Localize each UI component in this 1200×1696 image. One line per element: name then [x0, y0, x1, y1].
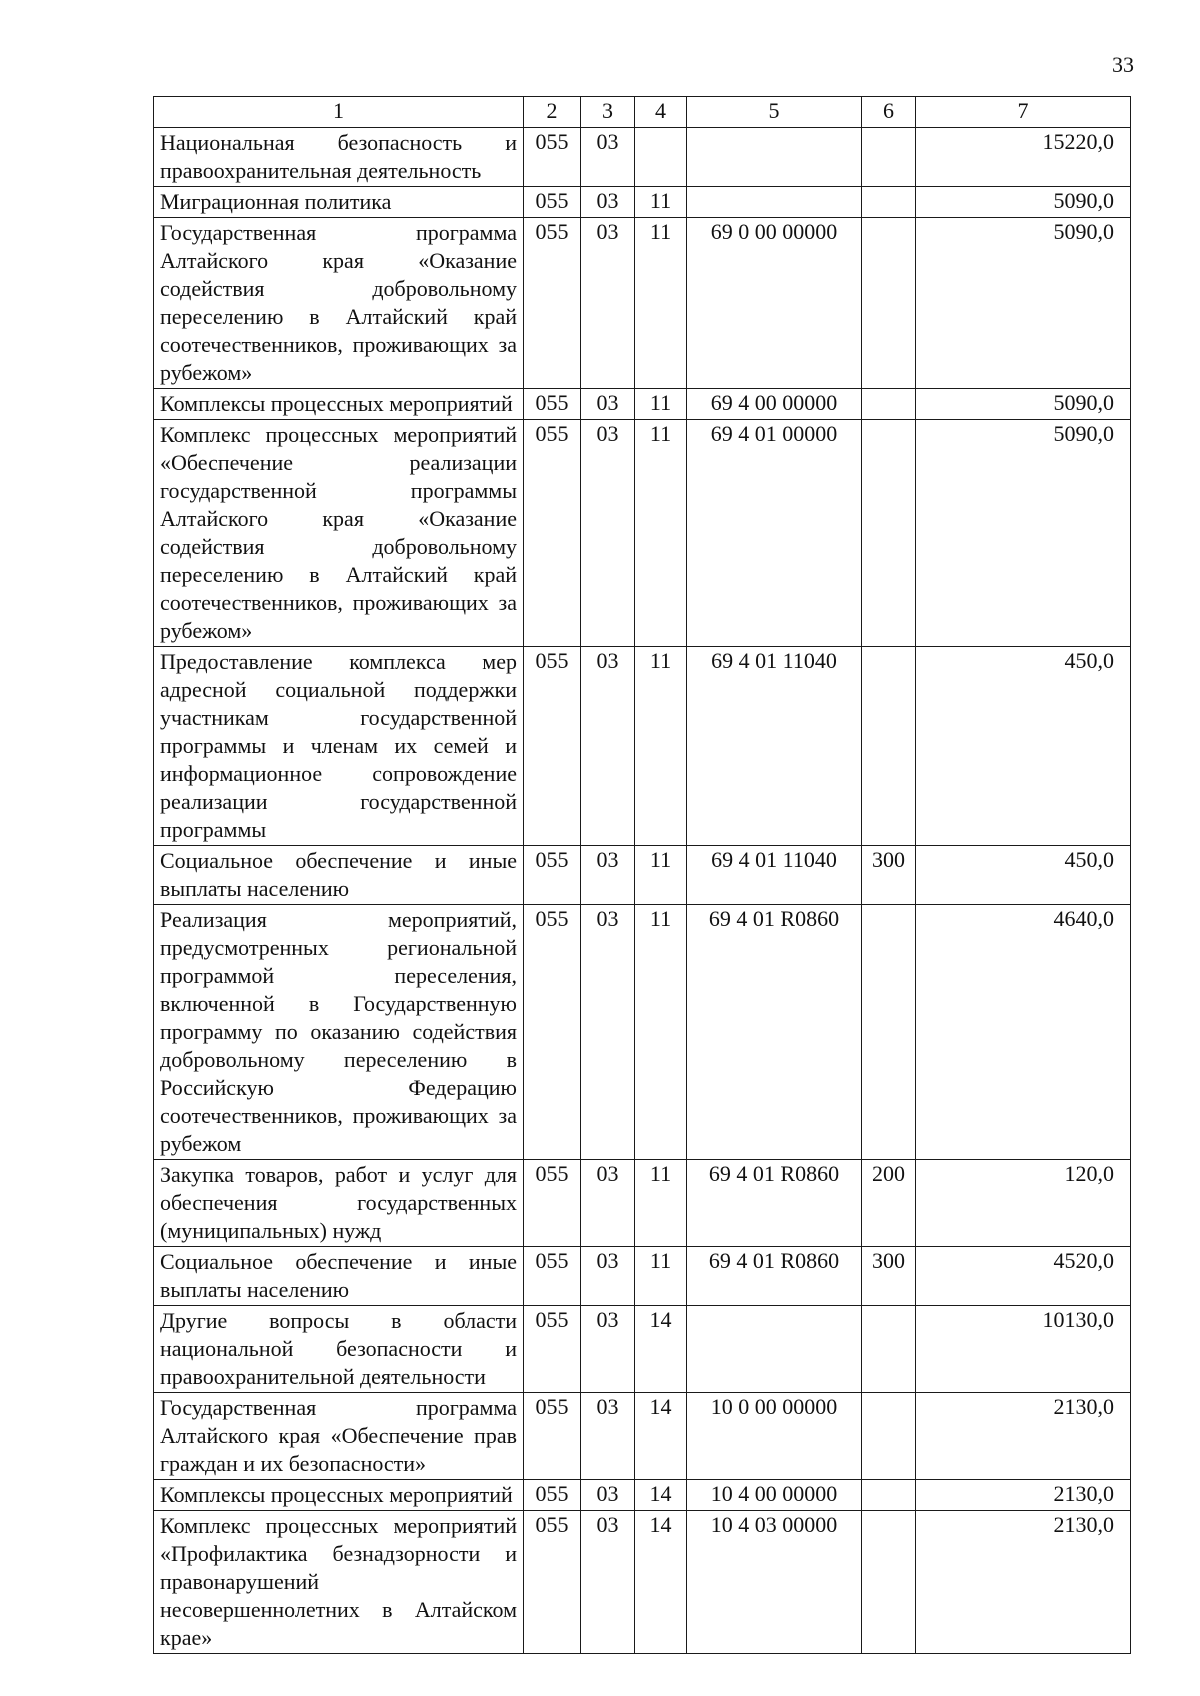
- row-name-cell: Комплекс процессных мероприятий «Профилактика безнадзорности и правонарушений несовершеннолетних в Алтайском крае»: [154, 1511, 524, 1654]
- row-expense-type-cell: [862, 1306, 916, 1393]
- row-subsection-cell: 14: [635, 1393, 687, 1480]
- row-amount-cell: 10130,0: [916, 1306, 1131, 1393]
- row-ministry-cell: 055: [524, 1480, 581, 1511]
- row-target-article-cell: [687, 1306, 862, 1393]
- header-cell: 2: [524, 97, 581, 128]
- row-section-cell: 03: [581, 1306, 635, 1393]
- row-subsection-cell: 14: [635, 1306, 687, 1393]
- row-ministry-cell: 055: [524, 1160, 581, 1247]
- row-subsection-cell: 11: [635, 1160, 687, 1247]
- row-expense-type-cell: [862, 905, 916, 1160]
- row-section-cell: 03: [581, 905, 635, 1160]
- row-target-article-cell: [687, 187, 862, 218]
- row-section-cell: 03: [581, 1247, 635, 1306]
- row-expense-type-cell: [862, 420, 916, 647]
- row-expense-type-cell: [862, 1480, 916, 1511]
- table-row: [154, 389, 1131, 420]
- row-section-cell: 03: [581, 187, 635, 218]
- table-row: [154, 1511, 1131, 1654]
- row-expense-type-cell: 300: [862, 846, 916, 905]
- header-cell: 4: [635, 97, 687, 128]
- table-row: [154, 1393, 1131, 1480]
- table-row: [154, 1480, 1131, 1511]
- row-ministry-cell: 055: [524, 1511, 581, 1654]
- row-section-cell: 03: [581, 389, 635, 420]
- row-amount-cell: 2130,0: [916, 1511, 1131, 1654]
- row-expense-type-cell: [862, 187, 916, 218]
- row-amount-cell: 5090,0: [916, 420, 1131, 647]
- row-name-cell: Комплексы процессных мероприятий: [154, 1480, 524, 1511]
- row-target-article-cell: 69 4 01 11040: [687, 846, 862, 905]
- row-amount-cell: 5090,0: [916, 187, 1131, 218]
- row-amount-cell: 2130,0: [916, 1480, 1131, 1511]
- table-row: [154, 218, 1131, 389]
- row-target-article-cell: 10 4 03 00000: [687, 1511, 862, 1654]
- header-row: [154, 97, 1131, 128]
- row-amount-cell: 450,0: [916, 846, 1131, 905]
- row-amount-cell: 2130,0: [916, 1393, 1131, 1480]
- row-target-article-cell: [687, 128, 862, 187]
- budget-table: [153, 96, 1131, 1654]
- row-name-cell: Закупка товаров, работ и услуг для обеспечения государственных (муниципальных) нужд: [154, 1160, 524, 1247]
- table-row: [154, 846, 1131, 905]
- row-target-article-cell: 69 4 01 11040: [687, 647, 862, 846]
- row-name-cell: Государственная программа Алтайского края «Оказание содействия добровольному переселению в Алтайский край соотечественников, проживающих за рубежом»: [154, 218, 524, 389]
- row-ministry-cell: 055: [524, 1393, 581, 1480]
- row-amount-cell: 4640,0: [916, 905, 1131, 1160]
- row-expense-type-cell: [862, 647, 916, 846]
- row-section-cell: 03: [581, 218, 635, 389]
- header-cell: 5: [687, 97, 862, 128]
- header-cell: 3: [581, 97, 635, 128]
- row-subsection-cell: 14: [635, 1511, 687, 1654]
- row-name-cell: Государственная программа Алтайского края «Обеспечение прав граждан и их безопасности»: [154, 1393, 524, 1480]
- row-amount-cell: 4520,0: [916, 1247, 1131, 1306]
- row-subsection-cell: 11: [635, 846, 687, 905]
- row-subsection-cell: 11: [635, 647, 687, 846]
- row-target-article-cell: 69 4 00 00000: [687, 389, 862, 420]
- row-name-cell: Реализация мероприятий, предусмотренных региональной программой переселения, включенной в Государственную программу по оказанию содействия добровольному переселению в Российскую Федерацию соотечественников, проживающих за рубежом: [154, 905, 524, 1160]
- row-section-cell: 03: [581, 1480, 635, 1511]
- row-name-cell: Миграционная политика: [154, 187, 524, 218]
- row-section-cell: 03: [581, 846, 635, 905]
- row-section-cell: 03: [581, 1160, 635, 1247]
- row-ministry-cell: 055: [524, 218, 581, 389]
- row-ministry-cell: 055: [524, 1247, 581, 1306]
- row-expense-type-cell: [862, 218, 916, 389]
- row-expense-type-cell: [862, 1393, 916, 1480]
- row-ministry-cell: 055: [524, 420, 581, 647]
- row-expense-type-cell: 200: [862, 1160, 916, 1247]
- row-expense-type-cell: [862, 389, 916, 420]
- header-cell: 7: [916, 97, 1131, 128]
- row-amount-cell: 5090,0: [916, 389, 1131, 420]
- row-ministry-cell: 055: [524, 647, 581, 846]
- row-subsection-cell: 11: [635, 218, 687, 389]
- row-ministry-cell: 055: [524, 128, 581, 187]
- row-subsection-cell: [635, 128, 687, 187]
- row-amount-cell: 450,0: [916, 647, 1131, 846]
- table-row: [154, 1247, 1131, 1306]
- table-body: [154, 128, 1131, 1654]
- row-section-cell: 03: [581, 1511, 635, 1654]
- row-subsection-cell: 11: [635, 1247, 687, 1306]
- row-amount-cell: 120,0: [916, 1160, 1131, 1247]
- header-cell: 1: [154, 97, 524, 128]
- row-subsection-cell: 14: [635, 1480, 687, 1511]
- row-target-article-cell: 69 0 00 00000: [687, 218, 862, 389]
- row-name-cell: Национальная безопасность и правоохранительная деятельность: [154, 128, 524, 187]
- row-subsection-cell: 11: [635, 905, 687, 1160]
- table-row: [154, 187, 1131, 218]
- row-target-article-cell: 69 4 01 R0860: [687, 905, 862, 1160]
- row-amount-cell: 5090,0: [916, 218, 1131, 389]
- table-row: [154, 905, 1131, 1160]
- table-row: [154, 1306, 1131, 1393]
- row-target-article-cell: 69 4 01 00000: [687, 420, 862, 647]
- row-subsection-cell: 11: [635, 187, 687, 218]
- row-expense-type-cell: [862, 1511, 916, 1654]
- table-row: [154, 1160, 1131, 1247]
- row-ministry-cell: 055: [524, 905, 581, 1160]
- row-ministry-cell: 055: [524, 846, 581, 905]
- table-row: [154, 420, 1131, 647]
- row-section-cell: 03: [581, 128, 635, 187]
- row-target-article-cell: 10 0 00 00000: [687, 1393, 862, 1480]
- row-subsection-cell: 11: [635, 389, 687, 420]
- row-ministry-cell: 055: [524, 187, 581, 218]
- row-ministry-cell: 055: [524, 389, 581, 420]
- row-name-cell: Предоставление комплекса мер адресной социальной поддержки участникам государственной программы и членам их семей и информационное сопровождение реализации государственной программы: [154, 647, 524, 846]
- row-amount-cell: 15220,0: [916, 128, 1131, 187]
- row-name-cell: Комплексы процессных мероприятий: [154, 389, 524, 420]
- row-name-cell: Другие вопросы в области национальной безопасности и правоохранительной деятельности: [154, 1306, 524, 1393]
- row-name-cell: Социальное обеспечение и иные выплаты населению: [154, 846, 524, 905]
- row-target-article-cell: 69 4 01 R0860: [687, 1160, 862, 1247]
- row-ministry-cell: 055: [524, 1306, 581, 1393]
- row-section-cell: 03: [581, 1393, 635, 1480]
- row-section-cell: 03: [581, 647, 635, 846]
- row-expense-type-cell: [862, 128, 916, 187]
- row-subsection-cell: 11: [635, 420, 687, 647]
- row-name-cell: Социальное обеспечение и иные выплаты населению: [154, 1247, 524, 1306]
- page-number: 33: [1112, 52, 1134, 77]
- row-section-cell: 03: [581, 420, 635, 647]
- table-row: [154, 647, 1131, 846]
- row-expense-type-cell: 300: [862, 1247, 916, 1306]
- header-cell: 6: [862, 97, 916, 128]
- row-name-cell: Комплекс процессных мероприятий «Обеспечение реализации государственной программы Алтайского края «Оказание содействия добровольному переселению в Алтайский край соотечественников, проживающих за рубежом»: [154, 420, 524, 647]
- row-target-article-cell: 69 4 01 R0860: [687, 1247, 862, 1306]
- table-row: [154, 128, 1131, 187]
- row-target-article-cell: 10 4 00 00000: [687, 1480, 862, 1511]
